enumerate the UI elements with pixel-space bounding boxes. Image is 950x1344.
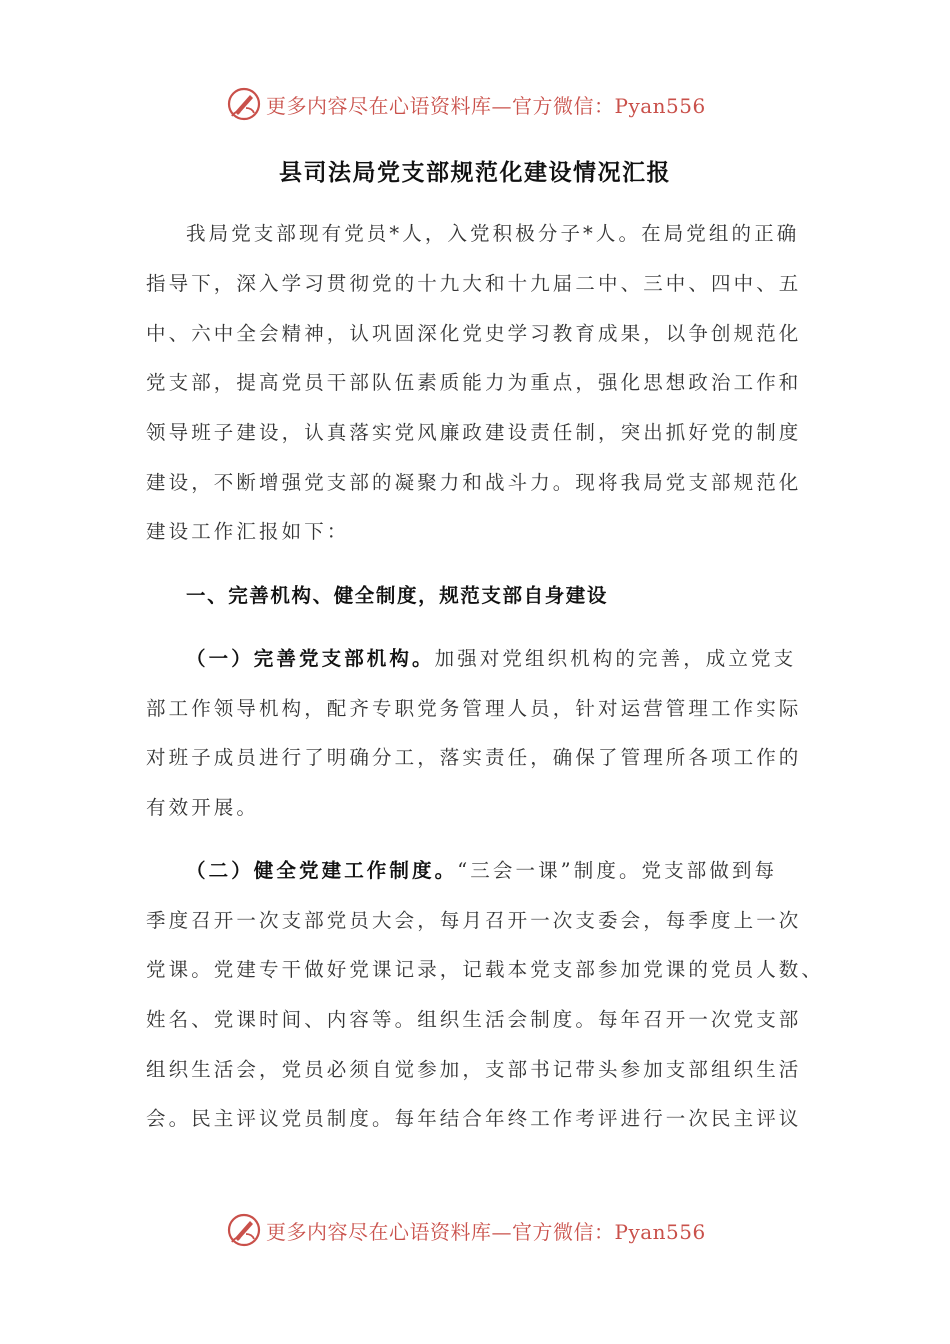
paragraph-line: 我局党支部现有党员*人，入党积极分子*人。在局党组的正确 bbox=[186, 222, 800, 245]
paragraph-line: 领导班子建设，认真落实党风廉政建设责任制，突出抓好党的制度 bbox=[146, 421, 802, 444]
paragraph-line: 建设工作汇报如下： bbox=[146, 520, 350, 543]
header-watermark bbox=[0, 84, 950, 124]
subsection-heading: （二）健全党建工作制度。 bbox=[186, 859, 458, 882]
watermark-text: 更多内容尽在心语资料库—官方微信：Pyan556 bbox=[266, 1219, 706, 1244]
section-heading: 一、完善机构、健全制度，规范支部自身建设 bbox=[186, 584, 609, 607]
paragraph-line: 中、六中全会精神，认巩固深化党史学习教育成果，以争创规范化 bbox=[146, 322, 802, 345]
pen-logo-icon bbox=[226, 86, 262, 122]
paragraph-line: 党课。党建专干做好党课记录，记载本党支部参加党课的党员人数、 bbox=[146, 958, 825, 981]
paragraph-line: 对班子成员进行了明确分工，落实责任，确保了管理所各项工作的 bbox=[146, 746, 802, 769]
footer-watermark bbox=[0, 1210, 950, 1250]
subsection-first-line: （二）健全党建工作制度。“三会一课”制度。党支部做到每 bbox=[186, 859, 778, 882]
subsection-first-line: （一）完善党支部机构。加强对党组织机构的完善，成立党支 bbox=[186, 647, 797, 670]
paragraph-line: 会。民主评议党员制度。每年结合年终工作考评进行一次民主评议 bbox=[146, 1107, 802, 1130]
paragraph-line: 部工作领导机构，配齐专职党务管理人员，针对运营管理工作实际 bbox=[146, 697, 802, 720]
paragraph-line: 指导下，深入学习贯彻党的十九大和十九届二中、三中、四中、五 bbox=[146, 272, 802, 295]
paragraph-line: 季度召开一次支部党员大会，每月召开一次支委会，每季度上一次 bbox=[146, 909, 802, 932]
pen-logo-icon bbox=[226, 1212, 262, 1248]
document-title: 县司法局党支部规范化建设情况汇报 bbox=[279, 159, 671, 186]
paragraph-line: 建设，不断增强党支部的凝聚力和战斗力。现将我局党支部规范化 bbox=[146, 471, 802, 494]
paragraph-line: 姓名、党课时间、内容等。组织生活会制度。每年召开一次党支部 bbox=[146, 1008, 802, 1031]
watermark-text: 更多内容尽在心语资料库—官方微信：Pyan556 bbox=[266, 93, 706, 118]
paragraph-line: 有效开展。 bbox=[146, 796, 260, 819]
paragraph-line: 组织生活会，党员必须自觉参加，支部书记带头参加支部组织生活 bbox=[146, 1058, 802, 1081]
subsection-heading: （一）完善党支部机构。 bbox=[186, 647, 435, 670]
paragraph-line: 党支部，提高党员干部队伍素质能力为重点，强化思想政治工作和 bbox=[146, 371, 802, 394]
